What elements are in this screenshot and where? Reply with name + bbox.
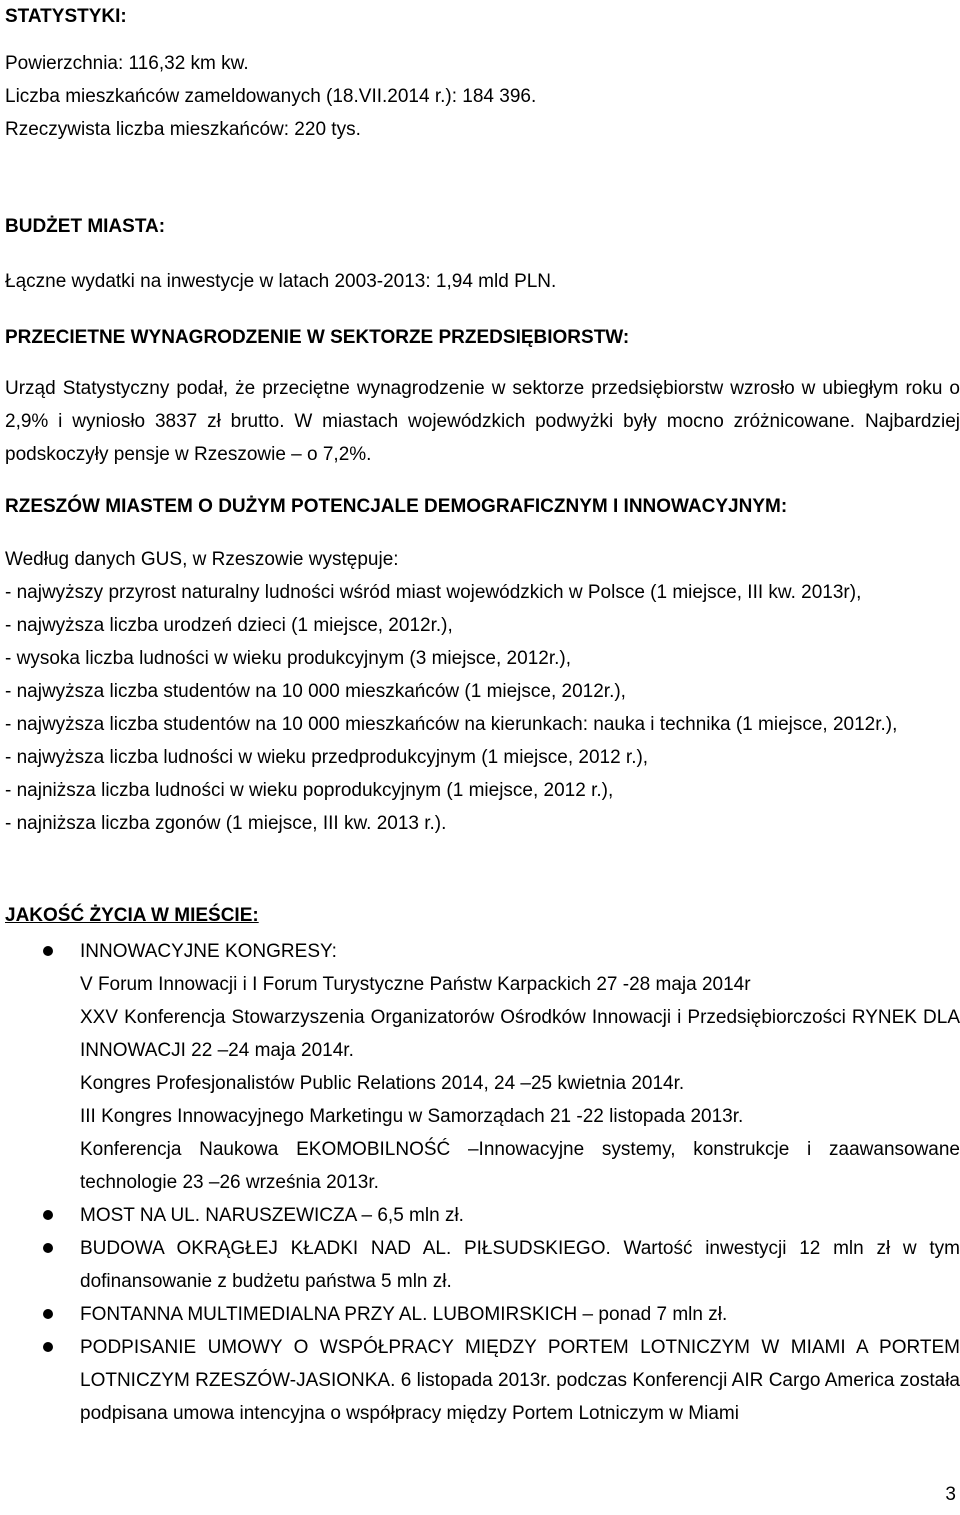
- list-item: [5, 1199, 960, 1232]
- bullet-icon: [43, 1210, 53, 1220]
- bullet-icon: [43, 1309, 53, 1319]
- stats-line: Powierzchnia: 116,32 km kw.: [5, 53, 249, 74]
- quality-bullet-list: [5, 935, 960, 1430]
- budget-heading: BUDŻET MIASTA:: [5, 216, 166, 237]
- stats-line: Rzeczywista liczba mieszkańców: 220 tys.: [5, 119, 361, 140]
- wages-heading: PRZECIETNE WYNAGRODZENIE W SEKTORZE PRZEDSIĘBIORSTW:: [5, 327, 630, 348]
- demo-item: - najwyższa liczba studentów na 10 000 mieszkańców na kierunkach: nauka i technika (1 miejsce, 2012r.),: [5, 714, 898, 735]
- demo-item: - wysoka liczba ludności w wieku produkcyjnym (3 miejsce, 2012r.),: [5, 648, 571, 669]
- list-item: [5, 1298, 960, 1331]
- demo-item: - najniższa liczba zgonów (1 miejsce, III kw. 2013 r.).: [5, 813, 447, 834]
- bullet-icon: [43, 946, 53, 956]
- list-item-text: MOST NA UL. NARUSZEWICZA – 6,5 mln zł.: [80, 1205, 464, 1226]
- congress-title: INNOWACYJNE KONGRESY:: [80, 941, 337, 962]
- wages-paragraph: Urząd Statystyczny podał, że przeciętne wynagrodzenie w sektorze przedsiębiorstw wzrosło w ubiegłym roku o 2,9% i wyniosło 3837 zł brutto. W miastach wojewódzkich podwyżki były mocno zróżnicowane. Najbardziej podskoczyły pensje w Rzeszowie – o 7,2%.: [5, 378, 960, 465]
- demo-item: - najniższa liczba ludności w wieku poprodukcyjnym (1 miejsce, 2012 r.),: [5, 780, 614, 801]
- list-item-text: FONTANNA MULTIMEDIALNA PRZY AL. LUBOMIRSKICH – ponad 7 mln zł.: [80, 1304, 728, 1325]
- congress-item: III Kongres Innowacyjnego Marketingu w Samorządach 21 -22 listopada 2013r.: [80, 1106, 744, 1127]
- bullet-icon: [43, 1342, 53, 1352]
- bullet-icon: [43, 1243, 53, 1253]
- list-item-text: BUDOWA OKRĄGŁEJ KŁADKI NAD AL. PIŁSUDSKIEGO. Wartość inwestycji 12 mln zł w tym dofinansowanie z budżetu państwa 5 mln zł.: [80, 1238, 960, 1292]
- stats-heading: STATYSTYKI:: [5, 6, 127, 27]
- list-item: [5, 1331, 960, 1430]
- congress-item: Kongres Profesjonalistów Public Relations 2014, 24 –25 kwietnia 2014r.: [80, 1073, 685, 1094]
- demo-list: [5, 543, 960, 840]
- quality-heading: JAKOŚĆ ŻYCIA W MIEŚCIE:: [5, 905, 259, 926]
- congress-item: Konferencja Naukowa EKOMOBILNOŚĆ –Innowacyjne systemy, konstrukcje i zaawansowane technologie 23 –26 września 2013r.: [80, 1139, 960, 1193]
- demo-item: - najwyższa liczba studentów na 10 000 mieszkańców (1 miejsce, 2012r.),: [5, 681, 626, 702]
- list-item: [5, 1232, 960, 1298]
- budget-line: Łączne wydatki na inwestycje w latach 2003-2013: 1,94 mld PLN.: [5, 271, 557, 292]
- list-item-text: PODPISANIE UMOWY O WSPÓŁPRACY MIĘDZY PORTEM LOTNICZYM W MIAMI A PORTEM LOTNICZYM RZESZÓW-JASIONKA. 6 listopada 2013r. podczas Konferencji AIR Cargo America została podpisana umowa intencyjna o współpracy między Portem Lotniczym w Miami: [80, 1337, 960, 1424]
- list-item: [5, 935, 960, 1199]
- congress-item: V Forum Innowacji i I Forum Turystyczne Państw Karpackich 27 -28 maja 2014r: [80, 974, 751, 995]
- stats-line: Liczba mieszkańców zameldowanych (18.VII.2014 r.): 184 396.: [5, 86, 537, 107]
- demo-item: - najwyższy przyrost naturalny ludności wśród miast wojewódzkich w Polsce (1 miejsce, III kw. 2013r),: [5, 582, 862, 603]
- demo-item: - najwyższa liczba urodzeń dzieci (1 miejsce, 2012r.),: [5, 615, 453, 636]
- page-number: 3: [945, 1484, 956, 1505]
- congress-item: XXV Konferencja Stowarzyszenia Organizatorów Ośrodków Innowacji i Przedsiębiorczości RYNEK DLA INNOWACJI 22 –24 maja 2014r.: [80, 1007, 960, 1061]
- demo-item: - najwyższa liczba ludności w wieku przedprodukcyjnym (1 miejsce, 2012 r.),: [5, 747, 649, 768]
- demo-heading: RZESZÓW MIASTEM O DUŻYM POTENCJALE DEMOGRAFICZNYM I INNOWACYJNYM:: [5, 496, 788, 517]
- demo-intro: Według danych GUS, w Rzeszowie występuje:: [5, 549, 399, 570]
